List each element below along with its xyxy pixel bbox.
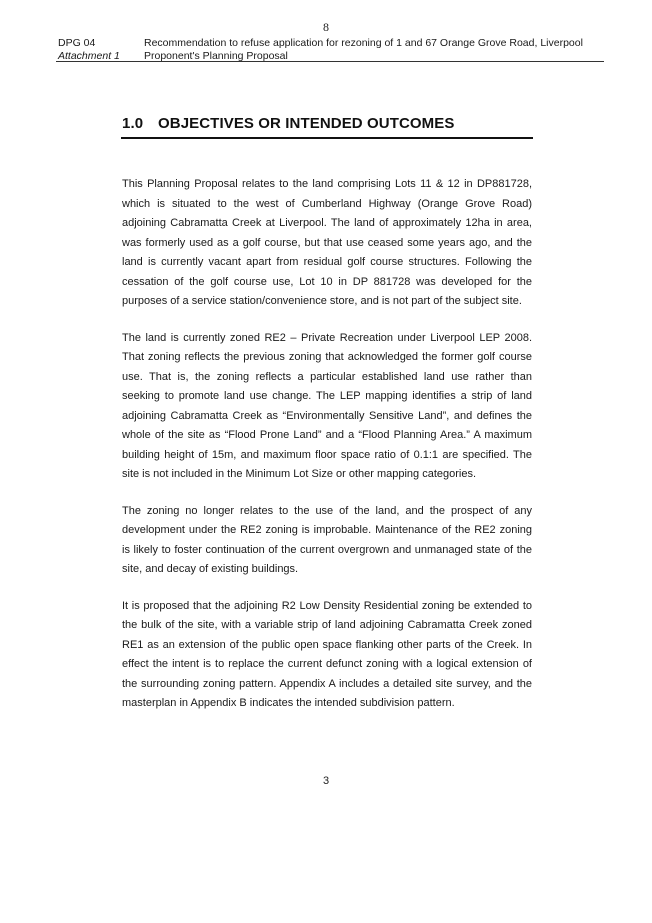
header-subtitle: Proponent's Planning Proposal bbox=[144, 49, 288, 62]
section-body bbox=[122, 175, 532, 731]
paragraph: The zoning no longer relates to the use of the land, and the prospect of any development under the RE2 zoning is improbable. Maintenance of the RE2 zoning is likely to foster continuation of the current overgrown and unmanaged state of the site, and decay of existing buildings. bbox=[122, 504, 532, 575]
document-header bbox=[58, 37, 602, 62]
bottom-page-number: 3 bbox=[322, 775, 330, 787]
section-number: 1.0 bbox=[122, 115, 144, 132]
paragraph: This Planning Proposal relates to the land comprising Lots 11 & 12 in DP881728, which is situated to the west of Cumberland Highway (Orange Grove Road) adjoining Cabramatta Creek at Liverpool. The land of approximately 12ha in area, was formerly used as a golf course, but that use ceased some years ago, and the land is currently vacant apart from residual golf course structures. Following the cessation of the golf course use, Lot 10 in DP 881728 was developed for the purposes of a service station/convenience store, and is not part of the subject site. bbox=[122, 178, 532, 307]
section-heading bbox=[122, 115, 454, 132]
header-attachment-label: Attachment 1 bbox=[58, 49, 120, 62]
header-document-code: DPG 04 bbox=[58, 37, 96, 49]
header-divider bbox=[56, 61, 604, 62]
paragraph: It is proposed that the adjoining R2 Low Density Residential zoning be extended to the bulk of the site, with a variable strip of land adjoining Cabramatta Creek zoned RE1 as an extension of the public open space flanking other parts of the Creek. In effect the intent is to replace the current defunct zoning with a logical extension of the surrounding zoning pattern. Appendix A includes a detailed site survey, and the masterplan in Appendix B indicates the intended subdivision pattern. bbox=[122, 599, 532, 709]
top-page-number: 8 bbox=[323, 20, 329, 34]
section-title: OBJECTIVES OR INTENDED OUTCOMES bbox=[158, 115, 455, 132]
header-title: Recommendation to refuse application for rezoning of 1 and 67 Orange Grove Road, Liverpool bbox=[144, 37, 583, 49]
paragraph: The land is currently zoned RE2 – Private Recreation under Liverpool LEP 2008. That zoning reflects the previous zoning that acknowledged the former golf course use. That is, the zoning reflects a particular established land use rather than seeking to promote land use change. The LEP mapping identifies a strip of land adjoining Cabramatta Creek as “Environmentally Sensitive Land”, and defines the whole of the site as “Flood Prone Land” and a “Flood Planning Area.” A maximum building height of 15m, and maximum floor space ratio of 0.1:1 are specified. The site is not included in the Minimum Lot Size or other mapping categories. bbox=[122, 331, 532, 480]
heading-underline bbox=[121, 137, 533, 139]
